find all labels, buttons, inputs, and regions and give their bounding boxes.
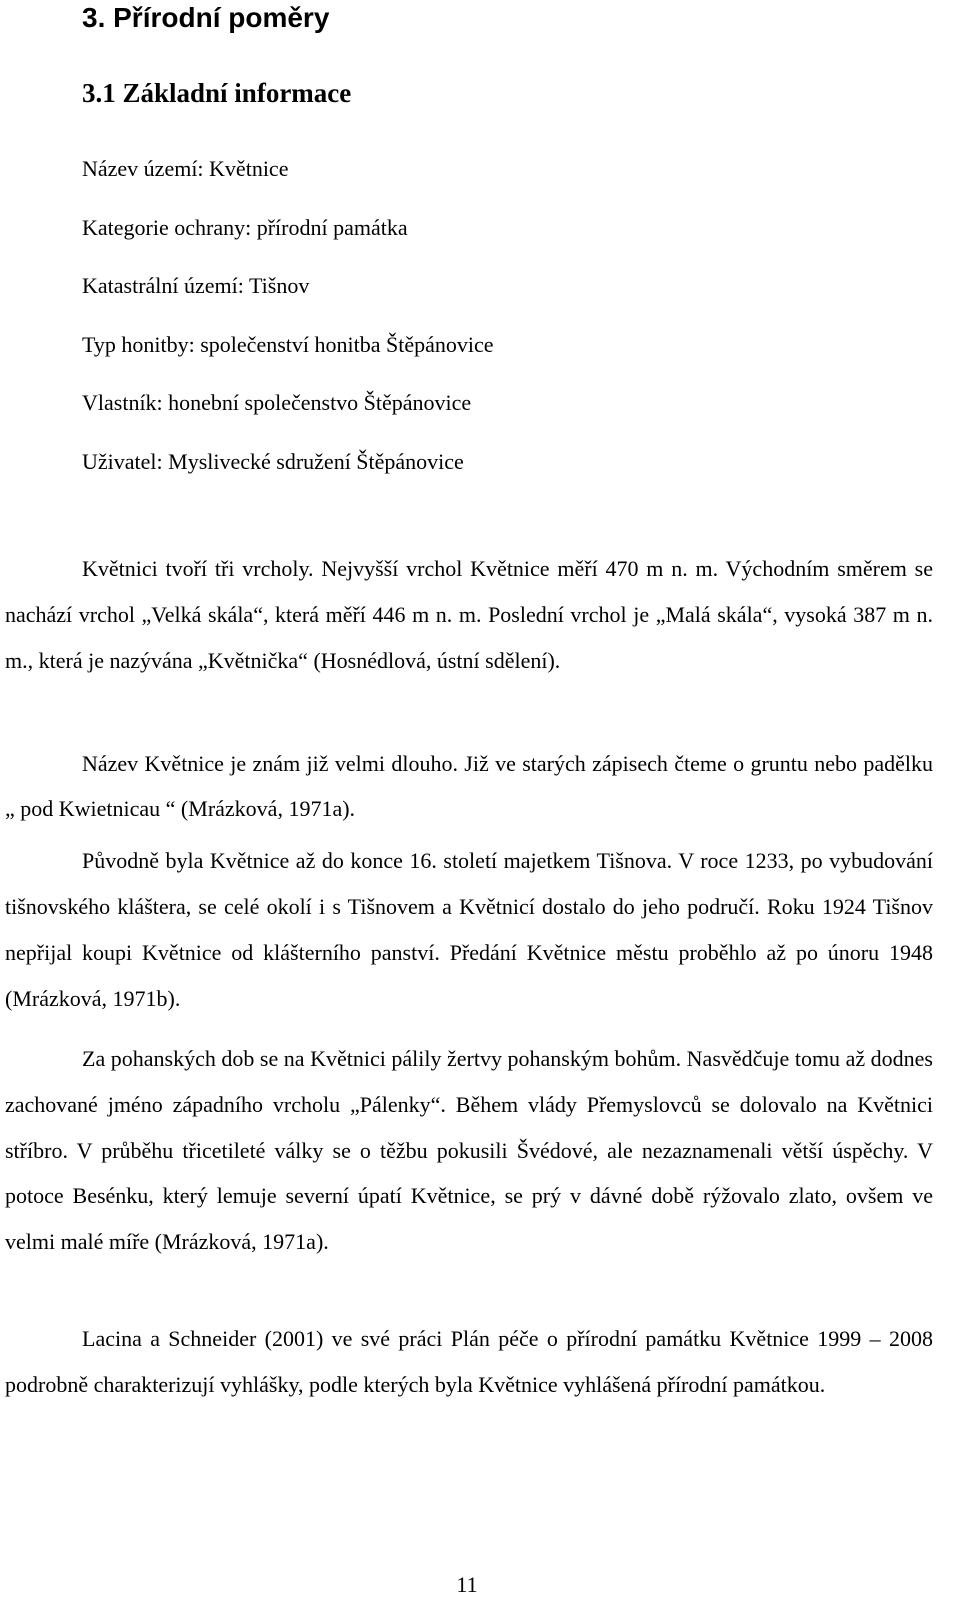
info-item-user: Uživatel: Myslivecké sdružení Štěpánovice [82, 448, 464, 474]
chapter-heading: 3. Přírodní poměry [82, 2, 330, 33]
paragraph-care-plan: Lacina a Schneider (2001) ve své práci Plán péče o přírodní památku Květnice 1999 – 2008 podrobně charakterizují vyhlášky, podle kterých byla Květnice vyhlášená přírodní památkou. [5, 1326, 933, 1397]
paragraph-legends: Za pohanských dob se na Květnici pálily žertvy pohanským bohům. Nasvědčuje tomu až dodnes zachované jméno západního vrcholu „Pálenky“. Během vlády Přemyslovců se dolovalo na Květnici stříbro. V průběhu třicetileté války se o těžbu pokusili Švédové, ale nezaznamenali větší úspěchy. V potoce Besénku, který lemuje severní úpatí Květnice, se prý v dávné době rýžovalo zlato, ovšem ve velmi malé míře (Mrázková, 1971a). [5, 1046, 933, 1255]
page-number: 11 [456, 1572, 478, 1597]
paragraph-peaks: Květnici tvoří tři vrcholy. Nejvyšší vrchol Květnice měří 470 m n. m. Východním směrem se nachází vrchol „Velká skála“, která měří 446 m n. m. Poslední vrchol je „Malá skála“, vysoká 387 m n. m., která je nazývána „Květnička“ (Hosnédlová, ústní sdělení). [5, 556, 933, 673]
info-item-hunting-ground-type: Typ honitby: společenství honitba Štěpánovice [82, 331, 494, 357]
info-item-area-name: Název území: Květnice [82, 156, 289, 181]
info-item-cadastral-area: Katastrální území: Tišnov [82, 273, 310, 299]
paragraph-ownership: Původně byla Květnice až do konce 16. století majetkem Tišnova. V roce 1233, po vybudování tišnovského kláštera, se celé okolí i s Tišnovem a Květnicí dostalo do jeho područí. Roku 1924 Tišnov nepřijal koupi Květnice od klášterního panství. Předání Květnice městu proběhlo až po únoru 1948 (Mrázková, 1971b). [5, 848, 933, 1011]
paragraph-name-history: Název Květnice je znám již velmi dlouho. Již ve starých zápisech čteme o gruntu nebo padělku „ pod Kwietnicau “ (Mrázková, 1971a). [5, 751, 933, 821]
info-item-owner: Vlastník: honební společenstvo Štěpánovice [82, 390, 472, 416]
section-heading: 3.1 Základní informace [82, 78, 352, 108]
info-item-protection-category: Kategorie ochrany: přírodní památka [82, 214, 408, 240]
basic-info-list [82, 140, 494, 492]
